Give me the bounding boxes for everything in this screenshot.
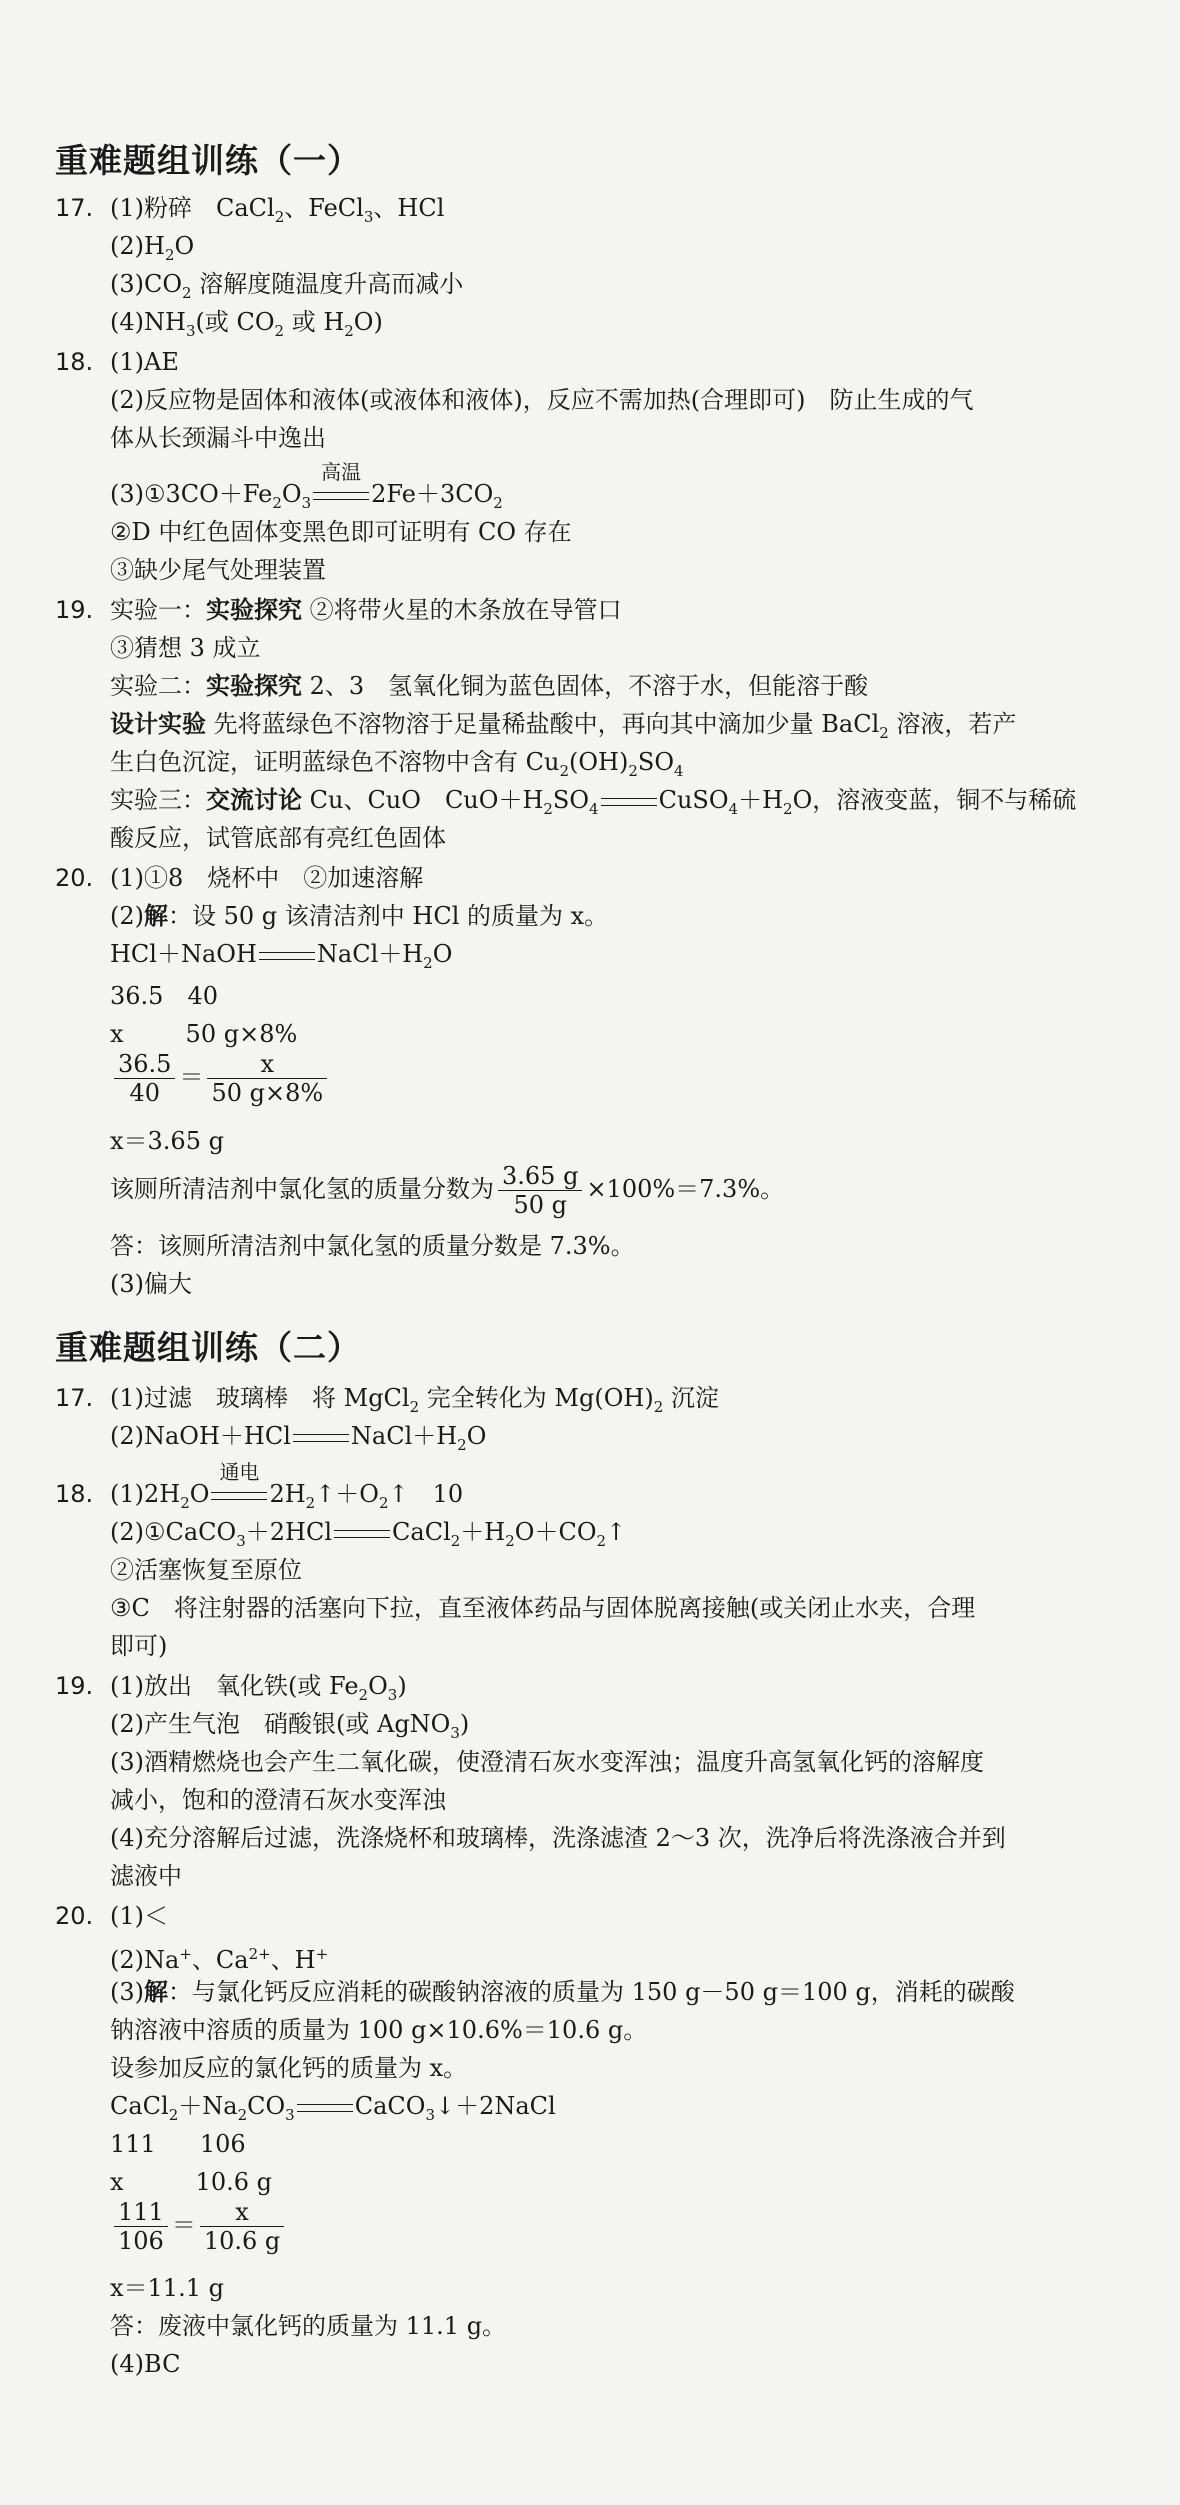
answer-line: (4)充分溶解后过滤，洗涤烧杯和玻璃棒，洗涤滤渣 2～3 次，洗净后将洗涤液合并到 <box>110 1824 1006 1852</box>
answer-line: (3)酒精燃烧也会产生二氧化碳，使澄清石灰水变浑浊；温度升高氢氧化钙的溶解度 <box>110 1748 984 1776</box>
answer-line: ③缺少尾气处理装置 <box>110 556 326 584</box>
question-number: 19. <box>55 596 94 624</box>
question-number: 20. <box>55 1902 94 1930</box>
question-number: 20. <box>55 864 94 892</box>
equation-line: $CaCl_2+Na_2CO_3$ CaCO$_3$↓＋2NaCl <box>110 2092 556 2124</box>
answer-line: 生白色沉淀，证明蓝绿色不溶物中含有 $Cu_2(OH)_2SO_4$ <box>110 748 684 780</box>
answer-line: ②D 中红色固体变黑色即可证明有 CO 存在 <box>110 518 572 546</box>
answer-line: (1)AE <box>110 348 179 376</box>
proportion-line: $\frac{111}{106}$ ＝ $\frac{x}{10.6 g}$ <box>110 2198 288 2255</box>
answer-line: 体从长颈漏斗中逸出 <box>110 424 326 452</box>
mass-line: x 10.6 g <box>110 2168 272 2196</box>
answer-line: 答：该厕所清洁剂中氯化氢的质量分数是 7.3%。 <box>110 1232 635 1260</box>
answer-line: 即可) <box>110 1632 168 1660</box>
answer-line: x＝3.65 g <box>110 1127 224 1155</box>
answer-line: (1)过滤 玻璃棒 将 MgCl$_2$ 完全转化为 $Mg(OH)_2$ 沉淀 <box>110 1384 719 1416</box>
answer-line: (2)反应物是固体和液体(或液体和液体)，反应不需加热(合理即可) 防止生成的气 <box>110 386 974 414</box>
question-number: 19. <box>55 1672 94 1700</box>
section-title-2: 重难题组训练（二） <box>55 1328 361 1367</box>
answer-line: 设参加反应的氯化钙的质量为 x。 <box>110 2054 468 2082</box>
answer-line: (3)解：与氯化钙反应消耗的碳酸钠溶液的质量为 150 g－50 g＝100 g，消耗的碳酸 <box>110 1977 1015 2006</box>
answer-line: 钠溶液中溶质的质量为 100 g×10.6%＝10.6 g。 <box>110 2016 648 2044</box>
reaction-arrow: 通电 <box>209 1478 269 1510</box>
answer-line: (4)BC <box>110 2350 181 2378</box>
answer-line: 设计实验 先将蓝绿色不溶物溶于足量稀盐酸中，再向其中滴加少量 BaCl$_2$ 溶液，若产 <box>110 709 1017 742</box>
answer-line: ③C 将注射器的活塞向下拉，直至液体药品与固体脱离接触(或关闭止水夹，合理 <box>110 1594 976 1622</box>
answer-line: $(3)CO_2$ 溶解度随温度升高而减小 <box>110 270 464 302</box>
answer-line: (1)放出 氧化铁(或 $Fe_2O_3$) <box>110 1672 407 1704</box>
mass-line: 36.5 40 <box>110 982 218 1010</box>
answer-line: ②活塞恢复至原位 <box>110 1556 302 1584</box>
answer-line: 实验三：交流讨论 Cu、CuO $CuO+H_2SO_4$ $CuSO_4+H_2O$，溶液变蓝，铜不与稀硫 <box>110 785 1077 818</box>
mass-line: 111 106 <box>110 2130 246 2158</box>
ion-line: (2)Na+、$Ca^{2+}$、H+ <box>110 1945 329 1974</box>
equation-line: $(1)2H_2O$ 通电 $2H_2↑+O_2↑$ 10 <box>110 1460 464 1512</box>
section-title-1: 重难题组训练（一） <box>55 141 361 180</box>
question-number: 17. <box>55 194 94 222</box>
answer-line: $(2)H_2O$ <box>110 232 195 264</box>
answer-line: 滤液中 <box>110 1862 182 1890</box>
question-number: 17. <box>55 1384 94 1412</box>
reaction-arrow: 高温 <box>311 478 371 510</box>
question-number: 18. <box>55 1480 94 1508</box>
answer-line: x＝11.1 g <box>110 2274 224 2302</box>
proportion-line: $\frac{36.5}{40}$ ＝ $\frac{x}{50 g\times 8\%}$ <box>110 1050 331 1107</box>
answer-line: 实验二：实验探究 2、3 氢氧化铜为蓝色固体，不溶于水，但能溶于酸 <box>110 671 869 700</box>
answer-line: 答：废液中氯化钙的质量为 11.1 g。 <box>110 2312 507 2340</box>
answer-line: (1)＜ <box>110 1902 168 1930</box>
answer-line: (1)①8 烧杯中 ②加速溶解 <box>110 864 424 892</box>
answer-line: (1)粉碎 CaCl$_2$、FeCl$_3$、HCl <box>110 194 445 226</box>
percentage-line: 该厕所清洁剂中氯化氢的质量分数为 $\frac{3.65 g}{50 g}$ ×100%＝7.3%。 <box>110 1162 785 1219</box>
equation-line: $(3)①3CO+Fe_2O_3$ 高温 $2Fe+3CO_2$ <box>110 460 503 512</box>
answer-line: 减小，饱和的澄清石灰水变浑浊 <box>110 1786 446 1814</box>
answer-line: $(4)NH_3$(或 $CO_2$ 或 $H_2O$) <box>110 308 383 340</box>
equation-line: HCl＋NaOH $NaCl+H_2O$ <box>110 940 453 972</box>
answer-line: (2)解：设 50 g 该清洁剂中 HCl 的质量为 x。 <box>110 901 609 930</box>
answer-line: 酸反应，试管底部有亮红色固体 <box>110 824 446 852</box>
mass-line: x 50 g×8% <box>110 1020 298 1048</box>
answer-line: ③猜想 3 成立 <box>110 634 261 662</box>
answer-line: (3)偏大 <box>110 1270 192 1298</box>
equation-line: (2)①CaCO$_3$＋2HCl $CaCl_2+H_2O+CO_2↑$ <box>110 1518 627 1550</box>
answer-line: 实验一：实验探究 ②将带火星的木条放在导管口 <box>110 595 622 624</box>
question-number: 18. <box>55 348 94 376</box>
equation-line: (2)NaOH＋HCl $NaCl+H_2O$ <box>110 1422 487 1454</box>
answer-line: (2)产生气泡 硝酸银(或 AgNO$_3$) <box>110 1710 470 1742</box>
